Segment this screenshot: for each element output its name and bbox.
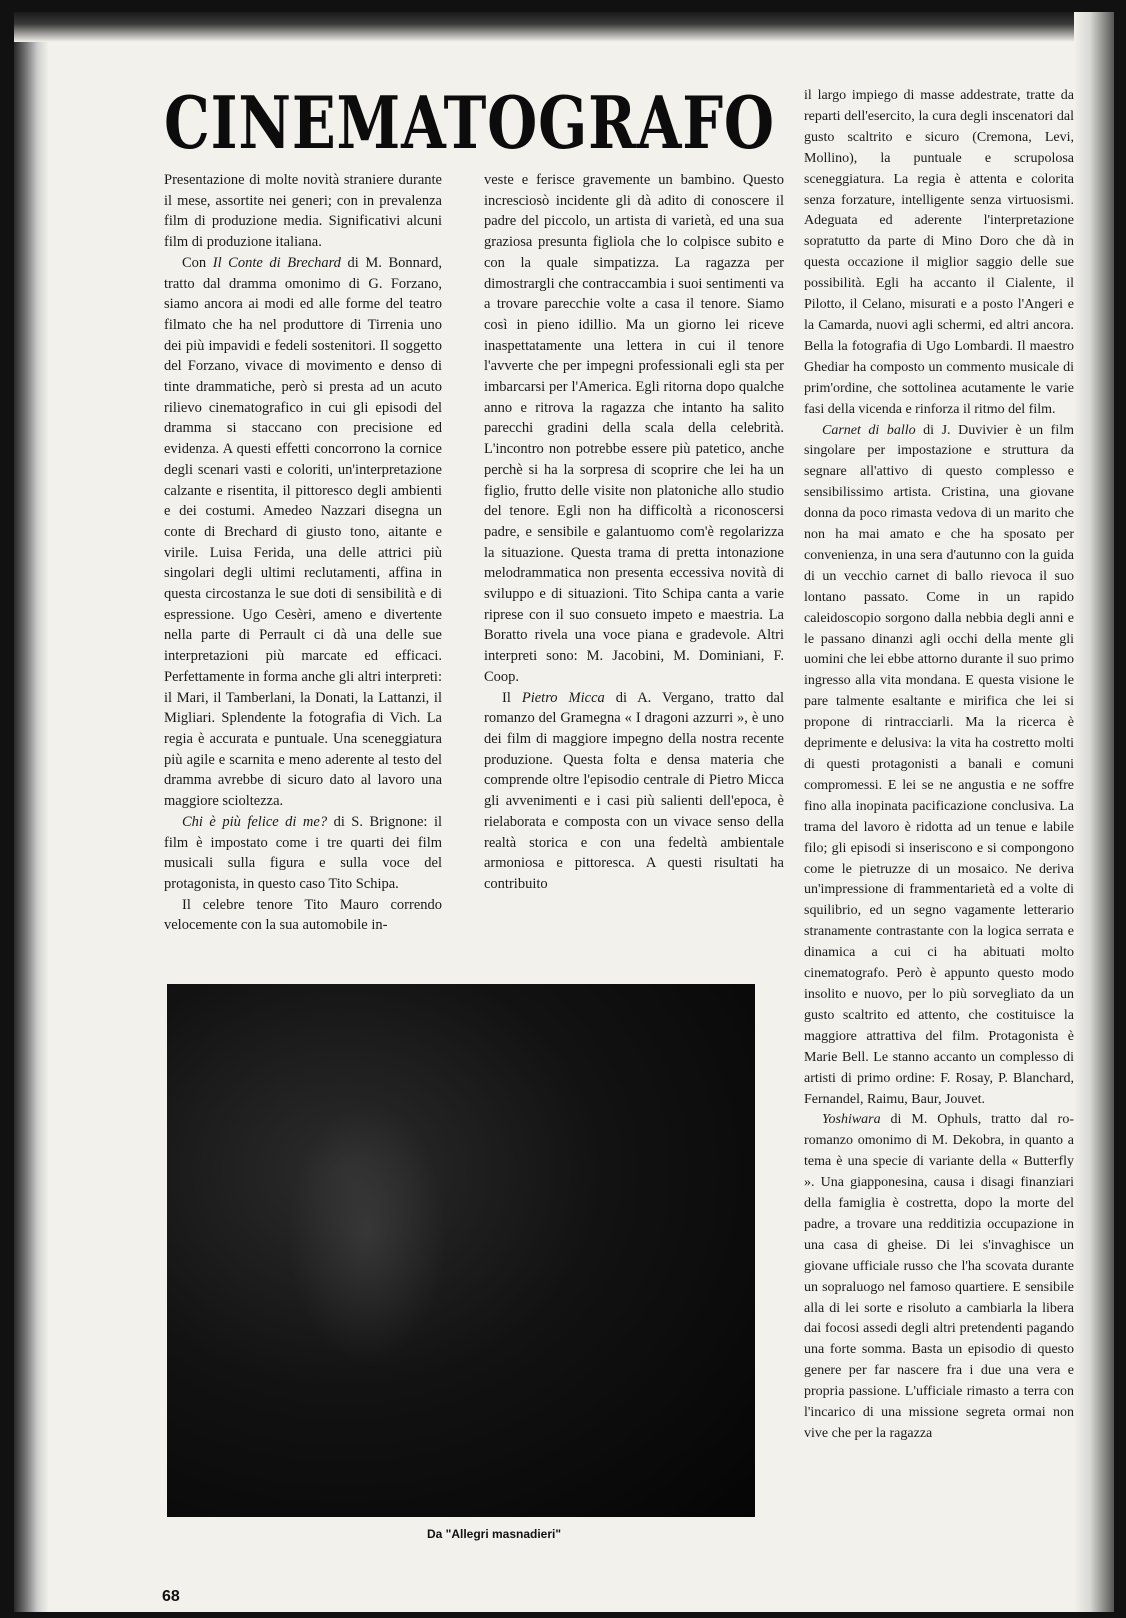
magazine-page (14, 12, 1114, 1612)
paragraph: Il celebre tenore Tito Mauro correndo velocemente con la sua automobile in- (164, 896, 442, 934)
text-column-1 (164, 170, 442, 936)
film-title: Il Conte di Brechard (212, 254, 341, 271)
paragraph: Con Il Conte di Brechard di M. Bonnard, tratto dal dramma omonimo di G. Forzano, siamo ancora ai modi ed alle forme del teatro filmato che ha nel produttore di Tirrenia uno dei più impavidi e fedeli sostenitori. Il soggetto del Forzano, vivace di movimento e denso di tinte drammatiche, però si presta ad un acuto rilievo cinematografico in cui gli episodi del dramma si staccano con precisione ed evidenza. A questi effetti concorrono la cornice degli scenari vasti e coloriti, un'interpretazione calzante e risentita, il pittoresco degli ambienti e dei costumi. Amedeo Nazzari disegna un conte di Brechard di giusto tono, aitante e virile. Luisa Ferida, una delle attrici più singolari degli ultimi reclutamenti, affina in questa circostanza le sue doti di sensibilità e di espressione. Ugo Cesèri, ameno e divertente nella parte di Perrault ci dà una delle sue interpretazioni più marcate ed efficaci. Perfettamente in forma anche gli altri interpreti: il Mari, il Tamberlani, la Donati, la Lattanzi, il Migliari. Splendente la fotografia di Vich. La regia è accurata e puntuale. Una sceneggiatura più agile e scarnita e meno aderente al testo del dramma avrebbe di sicuro dato al lavoro una maggiore scioltezza. (164, 254, 443, 810)
film-title: Pietro Micca (521, 689, 605, 706)
paragraph: Presentazione di molte novità straniere durante il mese, assortite nei generi; con in prevalenza film di produzione media. Significativi alcuni film di produzione italiana. (164, 172, 442, 251)
photo-caption: Da "Allegri masnadieri" (426, 1527, 562, 1541)
paragraph: Carnet di ballo di J. Duvivier è un film singolare per impostazione e struttura da segnare all'attivo di questo complesso e sensibilissimo artista. Cristina, una giovane donna da poco rimasta vedova di un marito che non ha mai amato e che ha sposato per convenienza, in una sera d'autunno con la guida di un vecchio carnet di ballo rievoca il suo lontano passato. Come in un rapido caleidoscopio sorgono dalla nebbia degli anni e le passano dinanzi agli occhi della mente gli uomini che lei ebbe attorno durante il suo primo ingresso alla vita mondana. E questa visione le pare talmente esaltante e mirifica che lei si propone di rintracciarli. Ma la ricerca è deprimente e delusiva: la vita ha costretto molti di questi protagonisti a banali e comuni compromessi. E lei se ne angustia e ne soffre fino alla inopinata pacificazione conclusiva. La trama del lavoro è ridotta ad un tenue e labile filo; gli episodi si inseriscono e si compongono come le pietruzze di un mosaico. Ne deriva un'impressione di frammentarietà ed a volte di squilibrio, ed un segno vagamente letterario stranamente contrastante con la logica serrata e dinamica a cui ci ha abituati molto cinematografo. Però è appunto questo modo insolito e nuovo, per lo più sorvegliato da un gusto scaltrito ed attento, che costituisce la maggiore attrattiva del film. Protagonista è Marie Bell. Le stanno accanto un complesso di artisti di primo ordine: F. Rosay, P. Blanchard, Fernandel, Raimu, Baur, Jouvet. (804, 422, 1074, 1107)
page-title: CINEMATOGRAFO (164, 80, 775, 165)
film-title: Chi è più felice di me? (182, 813, 328, 830)
top-edge-shadow (14, 12, 1114, 42)
photo-highlight (287, 1104, 447, 1364)
text-column-3 (804, 86, 1074, 1445)
film-title: Yoshiwara (822, 1112, 881, 1128)
paragraph: Yoshiwara di M. Ophuls, tratto dal ro- romanzo omonimo di M. Dekobra, in quanto a tema è una specie di variante della « Butterfly ». Una giapponesina, causa i disagi finanziari della famiglia è costretta, dopo la morte del padre, a trovare una redditizia occupazione in una casa di gheise. Di lei s'invaghisce un giovane ufficiale russo che l'ha scovata durante un sopraluogo nel famoso quartiere. E sensibile alla di lei sorte e risoluto a cambiarla la libera dai focosi assedi degli altri pretendenti pagando una forte somma. Basta un episodio di questo genere per far nascere fra i due una vera e propria passione. L'ufficiale rimasto a terra con l'incarico di una missione segreta ormai non vive che per la ragazza (804, 1112, 1074, 1441)
page-number: 68 (162, 1588, 180, 1605)
binding-shadow (14, 12, 48, 1612)
right-edge-shadow (1074, 12, 1114, 1612)
paragraph: Chi è più felice di me? di S. Brignone: il film è impostato come i tre quarti dei film musicali sulla figura e sulla voce del protagonista, in questo caso Tito Schipa. (164, 813, 442, 892)
paragraph: il largo impiego di masse addestrate, tratte da reparti dell'esercito, la cura degli inscenatori dal gusto scaltrito e sicuro (Cremona, Levi, Mollino), la puntuale e scrupolosa sceneggiatura. La regia è attenta e colorita senza forzature, intelligente senza virtuosismi. Adeguata ed aderente l'interpretazione sopratutto da parte di Mino Doro che dà in questa occazione il miglior saggio delle sue possibilità. Egli ha accanto il Cialente, il Pilotto, il Celano, misurati e a posto l'Angeri e la Camarda, nuovi agli schermi, ed altri ancora. Bella la fotografia di Ugo Lombardi. Il maestro Ghediar ha composto un commento musicale di prim'ordine, che sottolinea acutamente le varie fasi della vicenda e rinforza il ritmo del film. (804, 88, 1074, 417)
paragraph: veste e ferisce gravemente un bambino. Questo incresciosò incidente gli dà adito di conoscere il padre del piccolo, un artista di varietà, ed una sua graziosa presunta figliola che lo colpisce subito e con la quale simpatizza. La ragazza per dimostrargli che contraccambia i suoi sentimenti va a trovare parecchie volte a casa il tenore. Siamo così in pieno idillio. Ma un giorno lei riceve inaspettatamente una lettera in cui il tenore l'avverte che per impegni professionali egli sta per imbarcarsi per l'America. Egli ritorna dopo qualche anno e ritrova la ragazza che intanto ha salito parecchi gradini della scala della celebrità. L'incontro non potrebbe essere più patetico, anche perchè si ha la sorpresa di scoprire che lei ha un figlio, frutto delle visite non platoniche allo studio del tenore. Egli non ha difficoltà a riconoscersi padre, e sensibile e galantuomo com'è regolarizza la situazione. Questa trama di pretta intonazione melodrammatica non presenta eccessiva novità di sviluppo e di situazioni. Tito Schipa canta a varie riprese con il suo consueto impeto e maestria. La Boratto rivela una voce piana e gradevole. Altri interpreti sono: M. Jacobini, M. Dominiani, F. Coop. (484, 172, 784, 685)
text-column-2 (484, 170, 784, 895)
film-still-photo (167, 984, 755, 1517)
film-title: Carnet di ballo (822, 422, 916, 438)
paragraph: Il Pietro Micca di A. Vergano, tratto dal romanzo del Gramegna « I dragoni azzurri », è uno dei film di maggiore impegno della nostra recente produzione. Questa folta e densa materia che comprende oltre l'episodio centrale di Pietro Micca gli avvenimenti e i casi più salienti dell'epoca, è rielaborata e composta con un vivace senso della realtà storica e con una fedeltà ambientale armoniosa e pittoresca. A questi risultati ha contribuito (484, 689, 784, 892)
